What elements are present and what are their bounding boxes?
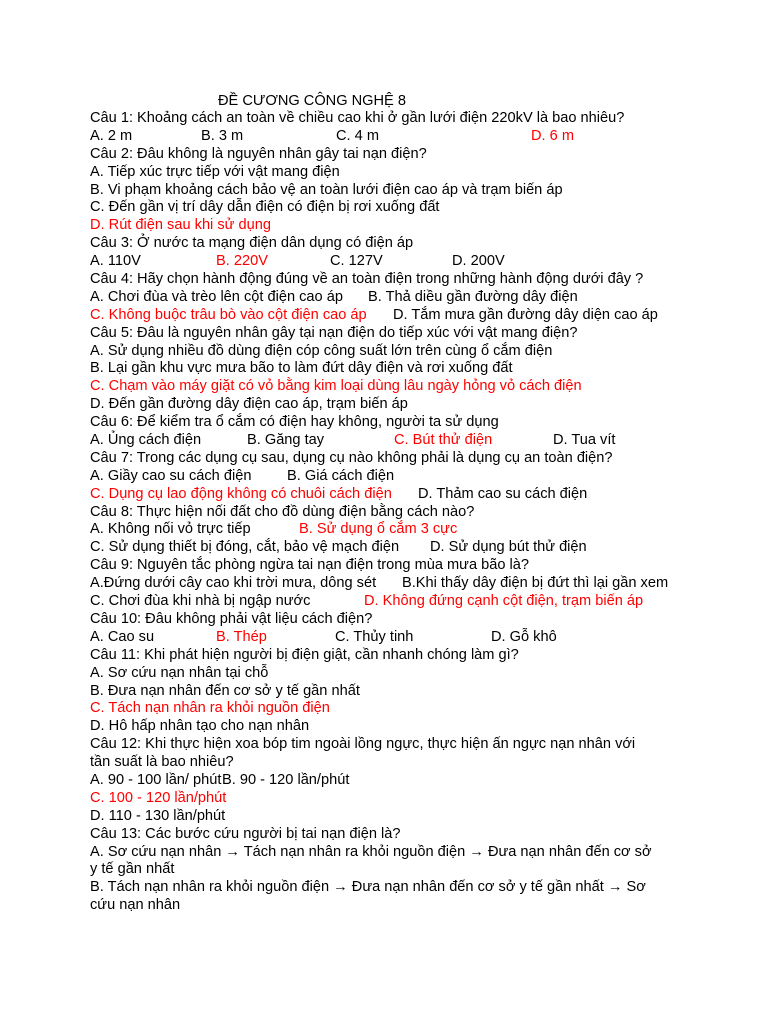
text-segment: A. 90 - 100 lần/ phút: [90, 771, 222, 788]
document-body: [90, 92, 690, 915]
answer-highlight: C. Dụng cụ lao động không có chuôi cách điện: [90, 485, 392, 502]
answer-highlight: B. Thép: [216, 628, 267, 645]
answer-highlight: C. Tách nạn nhân ra khỏi nguồn điện: [90, 700, 330, 717]
text-line: [90, 521, 690, 539]
text-line: [90, 808, 690, 826]
text-line: [90, 468, 690, 486]
text-segment: Câu 5: Đâu là nguyên nhân gây tại nạn điện do tiếp xúc với vật mang điện?: [90, 324, 578, 341]
text-segment: Câu 3: Ở nước ta mạng điện dân dụng có điện áp: [90, 235, 414, 252]
text-segment: C. 4 m: [336, 127, 379, 144]
text-line: [90, 683, 690, 701]
text-line: [90, 235, 690, 253]
text-line: [90, 718, 690, 736]
answer-highlight: D. Rút điện sau khi sử dụng: [90, 217, 271, 234]
text-segment: B. Tách nạn nhân ra khỏi nguồn điện → Đưa nạn nhân đến cơ sở y tế gần nhất → Sơ: [90, 879, 646, 896]
text-line: [90, 182, 690, 200]
text-segment: C. 127V: [330, 253, 383, 270]
text-line: [90, 360, 690, 378]
text-line: [90, 343, 690, 361]
text-segment: Câu 1: Khoảng cách an toàn về chiều cao khi ở gần lưới điện 220kV là bao nhiêu?: [90, 110, 625, 126]
text-segment: C. Đến gần vị trí dây dẫn điện có điện bị rơi xuống đất: [90, 199, 440, 216]
text-segment: Câu 6: Để kiểm tra ổ cắm có điện hay không, người ta sử dụng: [90, 414, 499, 431]
text-segment: D. Gỗ khô: [491, 628, 557, 645]
text-segment: Câu 4: Hãy chọn hành động đúng về an toàn điện trong những hành động dưới đây ?: [90, 271, 644, 288]
answer-highlight: D. 6 m: [531, 127, 574, 144]
page-title-text: ĐỀ CƯƠNG CÔNG NGHỆ 8: [218, 93, 406, 109]
text-line: [90, 665, 690, 683]
text-segment: C. Thủy tinh: [335, 628, 414, 645]
text-line: [90, 539, 690, 557]
text-segment: A. Không nối vỏ trực tiếp: [90, 521, 251, 538]
text-segment: Câu 8: Thực hiện nối đất cho đồ dùng điện bằng cách nào?: [90, 503, 475, 520]
text-line: [90, 844, 690, 862]
text-segment: B. 3 m: [201, 127, 244, 144]
text-line: [90, 110, 690, 128]
answer-highlight: C. Chạm vào máy giặt có vỏ bằng kim loại dùng lâu ngày hỏng vỏ cách điện: [90, 378, 582, 395]
text-segment: C. Chơi đùa khi nhà bị ngập nước: [90, 593, 311, 610]
text-segment: B. Vi phạm khoảng cách bảo vệ an toàn lưới điện cao áp và trạm biến áp: [90, 181, 563, 198]
text-line: [90, 647, 690, 665]
text-segment: Câu 12: Khi thực hiện xoa bóp tim ngoài lồng ngực, thực hiện ấn ngực nạn nhân với: [90, 736, 636, 753]
text-line: [90, 504, 690, 522]
text-line: [90, 575, 690, 593]
text-line: [90, 271, 690, 289]
text-segment: D. 200V: [452, 253, 505, 270]
text-line: [90, 396, 690, 414]
text-segment: C. Sử dụng thiết bị đóng, cắt, bảo vệ mạch điện: [90, 539, 400, 556]
text-segment: A. Sơ cứu nạn nhân tại chỗ: [90, 664, 269, 681]
text-line: [90, 199, 690, 217]
text-segment: B. Giá cách điện: [287, 467, 395, 484]
text-line: [90, 325, 690, 343]
text-line: [90, 128, 690, 146]
text-line: [90, 736, 690, 754]
text-segment: Câu 10: Đâu không phải vật liệu cách điện?: [90, 610, 373, 627]
text-segment: D. 110 - 130 lần/phút: [90, 807, 226, 824]
answer-highlight: B. Sử dụng ổ cắm 3 cực: [299, 521, 458, 538]
text-line: [90, 897, 690, 915]
text-segment: D. Tắm mưa gần đường dây diện cao áp: [393, 306, 658, 323]
text-segment: B. Thả diều gần đường dây điện: [368, 288, 578, 305]
text-segment: A. Giầy cao su cách điện: [90, 467, 252, 484]
text-segment: Câu 13: Các bước cứu người bị tai nạn điện là?: [90, 825, 401, 842]
text-segment: B. Lại gần khu vực mưa bão to làm đứt dây điện và rơi xuống đất: [90, 360, 513, 377]
text-segment: D. Thảm cao su cách điện: [418, 485, 588, 502]
text-line: [90, 557, 690, 575]
text-segment: Câu 2: Đâu không là nguyên nhân gây tai nạn điện?: [90, 145, 427, 162]
text-segment: B.Khi thấy dây điện bị đứt thì lại gần xem: [402, 575, 669, 592]
text-line: [90, 432, 690, 450]
text-line: [90, 378, 690, 396]
text-segment: D. Đến gần đường dây điện cao áp, trạm biến áp: [90, 396, 408, 413]
text-segment: A. Sơ cứu nạn nhân → Tách nạn nhân ra khỏi nguồn điện → Đưa nạn nhân đến cơ sở: [90, 843, 652, 860]
text-line: [90, 164, 690, 182]
answer-highlight: C. 100 - 120 lần/phút: [90, 789, 227, 806]
text-line: [90, 861, 690, 879]
text-line: [90, 754, 690, 772]
text-segment: y tế gần nhất: [90, 861, 175, 878]
text-segment: D. Tua vít: [553, 432, 616, 449]
text-segment: A. Tiếp xúc trực tiếp với vật mang điện: [90, 163, 340, 180]
answer-highlight: D. Không đứng cạnh cột điện, trạm biến áp: [364, 593, 644, 610]
text-segment: Câu 7: Trong các dụng cụ sau, dụng cụ nào không phải là dụng cụ an toàn điện?: [90, 449, 613, 466]
page-title: [90, 92, 690, 110]
text-line: [90, 826, 690, 844]
text-line: [90, 611, 690, 629]
text-line: [90, 593, 690, 611]
text-line: [90, 414, 690, 432]
text-line: [90, 629, 690, 647]
text-segment: A. Sử dụng nhiều đồ dùng điện cóp công suất lớn trên cùng ổ cắm điện: [90, 342, 553, 359]
text-segment: A. Cao su: [90, 628, 155, 645]
text-line: [90, 289, 690, 307]
text-segment: B. 90 - 120 lần/phút: [222, 771, 350, 788]
text-segment: D. Sử dụng bút thử điện: [430, 539, 587, 556]
text-segment: D. Hô hấp nhân tạo cho nạn nhân: [90, 718, 310, 735]
text-line: [90, 307, 690, 325]
text-line: [90, 790, 690, 808]
text-segment: A. Ủng cách điện: [90, 432, 202, 449]
text-segment: A.Đứng dưới cây cao khi trời mưa, dông sét: [90, 575, 377, 592]
question-list: [90, 110, 690, 915]
text-segment: Câu 9: Nguyên tắc phòng ngừa tai nạn điện trong mùa mưa bão là?: [90, 557, 529, 574]
answer-highlight: C. Không buộc trâu bò vào cột điện cao áp: [90, 306, 367, 323]
text-segment: A. 2 m: [90, 127, 133, 144]
text-segment: A. Chơi đùa và trèo lên cột điện cao áp: [90, 288, 343, 305]
text-segment: A. 110V: [90, 253, 141, 270]
answer-highlight: B. 220V: [216, 253, 268, 270]
text-line: [90, 772, 690, 790]
text-segment: Câu 11: Khi phát hiện người bị điện giật, cần nhanh chóng làm gì?: [90, 646, 519, 663]
text-line: [90, 486, 690, 504]
text-segment: B. Găng tay: [247, 432, 325, 449]
text-line: [90, 450, 690, 468]
text-line: [90, 879, 690, 897]
text-line: [90, 146, 690, 164]
text-line: [90, 253, 690, 271]
text-segment: cứu nạn nhân: [90, 897, 181, 914]
answer-highlight: C. Bút thử điện: [394, 432, 493, 449]
text-line: [90, 700, 690, 718]
text-segment: B. Đưa nạn nhân đến cơ sở y tế gần nhất: [90, 682, 360, 699]
text-line: [90, 217, 690, 235]
text-segment: tần suất là bao nhiêu?: [90, 754, 234, 771]
